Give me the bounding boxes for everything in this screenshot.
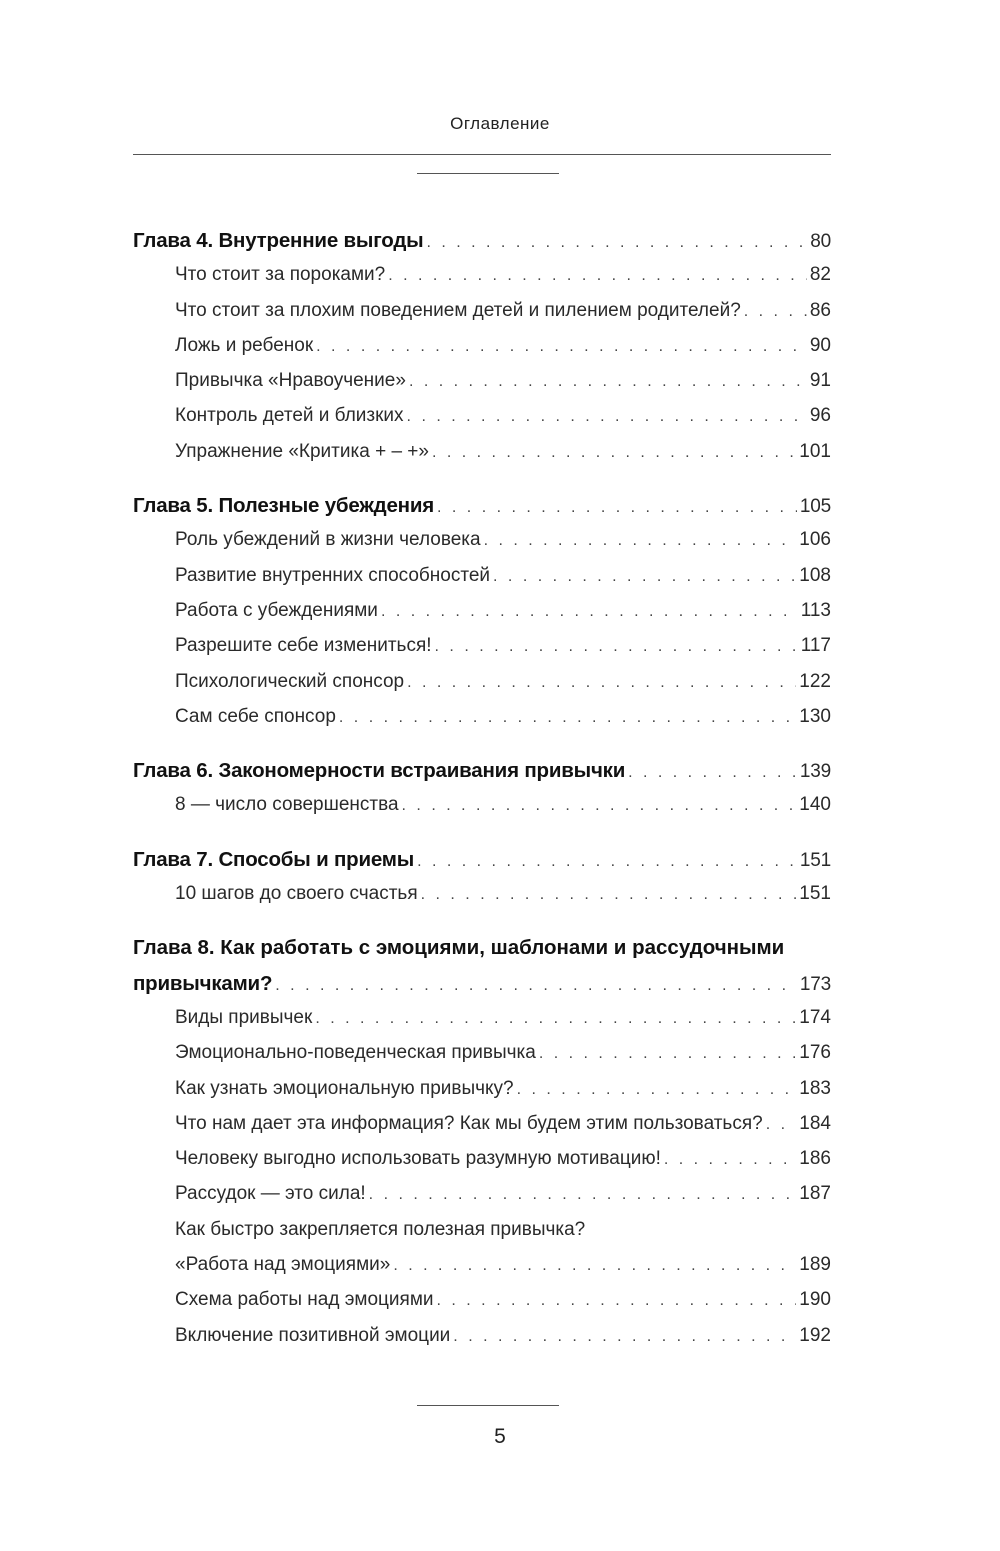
toc-chapter-entry[interactable]: [133, 494, 831, 529]
section-title: Работа с убеждениями: [175, 599, 378, 621]
dot-leader: [517, 1081, 797, 1099]
chapter-title: Глава 6. Закономерности встраивания привычки: [133, 759, 626, 783]
dot-leader: [766, 1116, 797, 1134]
page-ref: 139: [799, 761, 831, 783]
dot-leader: [437, 1292, 797, 1310]
page-ref: 130: [799, 705, 831, 727]
page-ref: 122: [799, 670, 831, 692]
page-ref: 184: [799, 1112, 831, 1134]
page-ref: 183: [799, 1077, 831, 1099]
section-title: Ложь и ребенок: [175, 334, 314, 356]
header-short-rule: [417, 173, 559, 174]
dot-leader: [539, 1045, 796, 1063]
page-ref: 186: [799, 1148, 831, 1170]
toc-section-entry[interactable]: [133, 565, 831, 600]
page-ref: 174: [799, 1006, 831, 1028]
dot-leader: [393, 1257, 796, 1275]
toc-section-entry[interactable]: [133, 1254, 831, 1289]
section-title: 8 — число совершенства: [175, 794, 399, 816]
dot-leader: [744, 303, 807, 321]
page-ref: 176: [799, 1042, 831, 1064]
section-title: Психологический спонсор: [175, 670, 405, 692]
toc-chapter-entry[interactable]: [133, 972, 831, 1007]
section-title: Привычка «Нравоучение»: [175, 370, 406, 392]
toc-chapter-entry[interactable]: [133, 759, 831, 794]
toc-chapter-entry[interactable]: [133, 848, 831, 883]
page-ref: 117: [800, 635, 831, 657]
dot-leader: [426, 234, 807, 252]
page-ref: 173: [799, 973, 831, 995]
dot-leader: [407, 408, 807, 426]
toc-section-entry[interactable]: [133, 405, 831, 440]
page-ref: 86: [809, 299, 831, 321]
dot-leader: [484, 532, 797, 550]
dot-leader: [369, 1186, 797, 1204]
page-ref: 192: [799, 1324, 831, 1346]
page-ref: 189: [799, 1254, 831, 1276]
page-ref: 151: [799, 849, 831, 871]
dot-leader: [402, 797, 797, 815]
dot-leader: [453, 1328, 796, 1346]
page-ref: 187: [799, 1183, 831, 1205]
dot-leader: [435, 638, 798, 656]
toc-section-entry[interactable]: [133, 1289, 831, 1324]
dot-leader: [417, 853, 797, 871]
toc-section-entry[interactable]: [133, 1113, 831, 1148]
toc-section-entry[interactable]: [133, 600, 831, 635]
toc-section-entry[interactable]: [133, 370, 831, 405]
dot-leader: [316, 338, 807, 356]
page-ref: 80: [810, 231, 831, 252]
dot-leader: [388, 267, 807, 285]
page-ref: 90: [809, 334, 831, 356]
toc-section-entry[interactable]: [133, 1148, 831, 1183]
header-rule: [133, 154, 831, 155]
toc-section-entry[interactable]: [133, 529, 831, 564]
section-title: «Работа над эмоциями»: [175, 1254, 391, 1276]
section-title: Развитие внутренних способностей: [175, 564, 491, 586]
section-title: Сам себе спонсор: [175, 705, 336, 727]
dot-leader: [381, 603, 798, 621]
page-ref: 108: [799, 564, 831, 586]
toc-section-entry[interactable]: [133, 1007, 831, 1042]
section-title: Что нам дает эта информация? Как мы будем этим пользоваться?: [175, 1112, 763, 1134]
toc-section-entry[interactable]: [133, 1183, 831, 1218]
dot-leader: [315, 1010, 796, 1028]
section-title: Разрешите себе измениться!: [175, 635, 432, 657]
section-title: Роль убеждений в жизни человека: [175, 529, 481, 551]
footer-rule: [417, 1405, 559, 1406]
toc-section-entry[interactable]: [133, 264, 831, 299]
section-title: Контроль детей и близких: [175, 405, 404, 427]
dot-leader: [421, 886, 797, 904]
dot-leader: [432, 444, 796, 462]
toc-section-entry[interactable]: [133, 335, 831, 370]
toc-section-entry[interactable]: [133, 794, 831, 829]
chapter-title: привычками?: [133, 971, 273, 995]
page-ref: 101: [799, 440, 831, 462]
dot-leader: [407, 674, 796, 692]
section-title: 10 шагов до своего счастья: [175, 883, 418, 905]
toc-section-entry[interactable]: [133, 1042, 831, 1077]
toc-chapter-entry[interactable]: [133, 229, 831, 264]
toc-section-entry[interactable]: [133, 300, 831, 335]
toc-section-entry[interactable]: [133, 671, 831, 706]
dot-leader: [664, 1151, 796, 1169]
page-ref: 82: [809, 264, 831, 286]
page-ref: 190: [799, 1289, 831, 1311]
dot-leader: [339, 709, 796, 727]
section-title-line: Как быстро закрепляется полезная привычка?: [175, 1218, 586, 1240]
page-ref: 140: [799, 794, 831, 816]
page-ref: 113: [800, 599, 831, 621]
page-number: 5: [494, 1425, 506, 1448]
section-title: Включение позитивной эмоции: [175, 1324, 451, 1346]
page-ref: 91: [809, 370, 831, 392]
toc-section-entry[interactable]: [133, 441, 831, 476]
section-title: Эмоционально-поведенческая привычка: [175, 1042, 536, 1064]
toc-section-entry[interactable]: [133, 635, 831, 670]
section-title: Рассудок — это сила!: [175, 1183, 366, 1205]
section-title: Человеку выгодно использовать разумную мотивацию!: [175, 1148, 661, 1170]
table-of-contents: [133, 229, 831, 1360]
dot-leader: [275, 977, 797, 995]
section-title: Схема работы над эмоциями: [175, 1289, 434, 1311]
toc-section-entry[interactable]: [133, 1078, 831, 1113]
page-ref: 96: [809, 405, 831, 427]
dot-leader: [493, 568, 796, 586]
dot-leader: [437, 499, 797, 517]
dot-leader: [628, 764, 797, 782]
chapter-title: Глава 4. Внутренние выгоды: [133, 229, 424, 252]
dot-leader: [409, 373, 807, 391]
toc-section-entry[interactable]: [133, 883, 831, 918]
page-ref: 151: [799, 883, 831, 905]
section-title: Виды привычек: [175, 1006, 313, 1028]
chapter-title: Глава 5. Полезные убеждения: [133, 494, 435, 518]
section-title: Что стоит за плохим поведением детей и пилением родителей?: [175, 299, 741, 321]
page-ref: 106: [799, 529, 831, 551]
chapter-title-line: Глава 8. Как работать с эмоциями, шаблонами и рассудочными: [133, 936, 785, 960]
header-title: Оглавление: [450, 114, 550, 133]
toc-section-entry[interactable]: [133, 706, 831, 741]
section-title: Упражнение «Критика + – +»: [175, 440, 429, 462]
chapter-title: Глава 7. Способы и приемы: [133, 847, 415, 871]
section-title: Как узнать эмоциональную привычку?: [175, 1077, 514, 1099]
page-ref: 105: [799, 496, 831, 518]
section-title: Что стоит за пороками?: [175, 264, 386, 286]
toc-section-entry[interactable]: [133, 1325, 831, 1360]
